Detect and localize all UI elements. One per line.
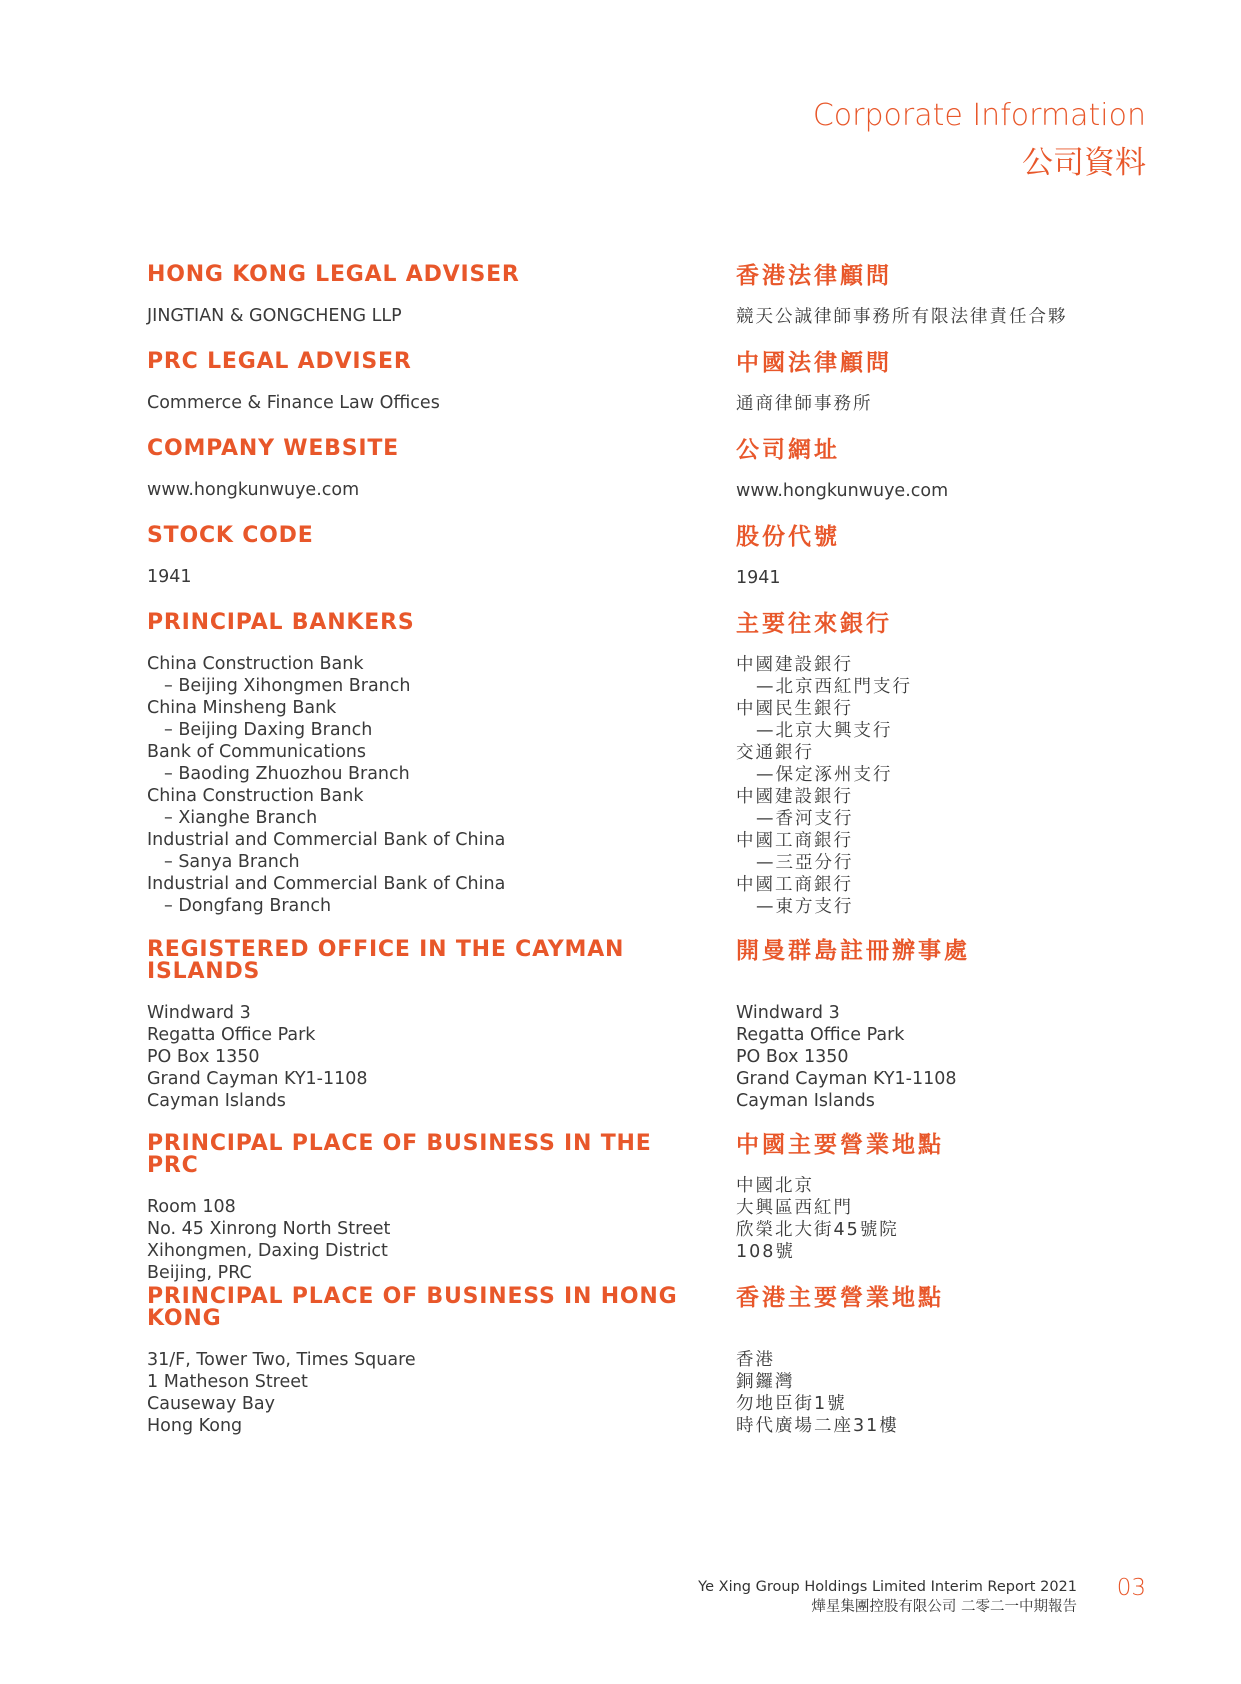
bank-branch: —三亞分行 [756, 853, 854, 873]
address-line: 大興區西紅門 [736, 1198, 853, 1218]
address-line: Cayman Islands [736, 1091, 875, 1111]
section-business-hong-kong-zh [736, 1287, 1156, 1437]
page-header [813, 94, 1146, 188]
section-principal-bankers [147, 612, 687, 917]
section-heading: STOCK CODE [147, 523, 314, 548]
section-heading: HONG KONG LEGAL ADVISER [147, 262, 520, 287]
section-business-prc-zh [736, 1134, 1156, 1263]
address-line: 31/F, Tower Two, Times Square [147, 1350, 416, 1370]
address-line: Hong Kong [147, 1416, 243, 1436]
bank-name: China Construction Bank [147, 654, 364, 674]
bank-name: China Construction Bank [147, 786, 364, 806]
page-number: 03 [1116, 1575, 1146, 1601]
address-line: 中國北京 [736, 1176, 814, 1196]
bank-branch: —香河支行 [756, 809, 854, 829]
bank-name: 中國建設銀行 [736, 655, 853, 675]
address-line: 1 Matheson Street [147, 1372, 308, 1392]
website-link[interactable]: www.hongkunwuye.com [736, 481, 949, 501]
address-line: PO Box 1350 [147, 1047, 260, 1067]
address-line: Xihongmen, Daxing District [147, 1241, 388, 1261]
page-title-chinese: 公司資料 [1022, 145, 1146, 181]
section-business-prc [147, 1133, 687, 1284]
bank-name: 中國民生銀行 [736, 699, 853, 719]
address-line: No. 45 Xinrong North Street [147, 1219, 391, 1239]
address-line: Grand Cayman KY1-1108 [736, 1069, 957, 1089]
footer-report-title-chinese: 燁星集團控股有限公司 二零二一中期報告 [811, 1599, 1077, 1615]
section-registered-office [147, 939, 687, 1112]
bank-branch: – Baoding Zhuozhou Branch [164, 764, 410, 784]
website-link[interactable]: www.hongkunwuye.com [147, 480, 360, 500]
section-registered-office-zh [736, 940, 1156, 1112]
bank-branch: – Dongfang Branch [164, 896, 332, 916]
bank-name: China Minsheng Bank [147, 698, 337, 718]
section-heading: PRINCIPAL PLACE OF BUSINESS IN THE PRC [147, 1131, 652, 1178]
address-line: 108號 [736, 1242, 795, 1262]
bank-branch: —北京大興支行 [756, 721, 893, 741]
section-prc-legal-adviser-zh [736, 352, 1156, 415]
section-heading: 公司網址 [736, 437, 840, 463]
bank-branch: – Xianghe Branch [164, 808, 318, 828]
address-line: Regatta Office Park [147, 1025, 316, 1045]
bank-name: Industrial and Commercial Bank of China [147, 874, 506, 894]
page-footer [698, 1577, 1077, 1617]
section-heading: 股份代號 [736, 524, 840, 550]
section-heading: 香港法律顧問 [736, 263, 892, 289]
bank-branch: – Sanya Branch [164, 852, 300, 872]
section-heading-line: PRINCIPAL PLACE OF BUSINESS IN HONG [147, 1284, 678, 1309]
section-prc-legal-adviser [147, 351, 687, 414]
section-heading: COMPANY WEBSITE [147, 436, 400, 461]
section-hk-legal-adviser-zh [736, 265, 1156, 328]
address-line: Causeway Bay [147, 1394, 275, 1414]
section-heading: 中國法律顧問 [736, 350, 892, 376]
bank-name: 中國建設銀行 [736, 787, 853, 807]
bank-name: Bank of Communications [147, 742, 366, 762]
section-heading: 中國主要營業地點 [736, 1132, 944, 1158]
address-line: Room 108 [147, 1197, 236, 1217]
section-hk-legal-adviser [147, 264, 687, 327]
section-heading: 香港主要營業地點 [736, 1285, 944, 1311]
address-line: Grand Cayman KY1-1108 [147, 1069, 368, 1089]
bank-name: 中國工商銀行 [736, 875, 853, 895]
bank-branch: —保定涿州支行 [756, 765, 893, 785]
address-line: 欣榮北大街45號院 [736, 1220, 899, 1240]
section-heading: PRC LEGAL ADVISER [147, 349, 412, 374]
address-line: Beijing, PRC [147, 1263, 252, 1283]
section-principal-bankers-zh [736, 613, 1156, 918]
section-heading-line: REGISTERED OFFICE IN THE CAYMAN [147, 937, 625, 962]
address-line: Cayman Islands [147, 1091, 286, 1111]
footer-report-title-english: Ye Xing Group Holdings Limited Interim Report 2021 [698, 1579, 1077, 1595]
section-text: JINGTIAN & GONGCHENG LLP [147, 306, 402, 326]
section-heading: PRINCIPAL BANKERS [147, 610, 415, 635]
section-heading-line: KONG [147, 1306, 222, 1331]
address-line: 時代廣場二座31樓 [736, 1416, 899, 1436]
address-line: 銅鑼灣 [736, 1372, 795, 1392]
address-line: 勿地臣街1號 [736, 1394, 847, 1414]
section-text: 通商律師事務所 [736, 394, 873, 414]
bank-branch: – Beijing Xihongmen Branch [164, 676, 411, 696]
address-line: Windward 3 [736, 1003, 840, 1023]
section-text: 1941 [736, 568, 781, 588]
address-line: 香港 [736, 1350, 775, 1370]
section-stock-code-zh [736, 526, 1156, 589]
bank-branch: – Beijing Daxing Branch [164, 720, 373, 740]
page-title-english: Corporate Information [812, 98, 1146, 133]
bank-name: Industrial and Commercial Bank of China [147, 830, 506, 850]
section-business-hong-kong [147, 1286, 687, 1437]
address-line: PO Box 1350 [736, 1047, 849, 1067]
bank-name: 中國工商銀行 [736, 831, 853, 851]
bank-branch: —東方支行 [756, 897, 854, 917]
address-line: Windward 3 [147, 1003, 251, 1023]
section-text: Commerce & Finance Law Offices [147, 393, 440, 413]
section-company-website-zh [736, 439, 1156, 502]
bank-name: 交通銀行 [736, 743, 814, 763]
section-company-website [147, 438, 687, 501]
section-text: 1941 [147, 567, 192, 587]
section-stock-code [147, 525, 687, 588]
section-heading-line: ISLANDS [147, 959, 261, 984]
address-line: Regatta Office Park [736, 1025, 905, 1045]
section-heading: 主要往來銀行 [736, 611, 892, 637]
section-heading: 開曼群島註冊辦事處 [736, 938, 970, 964]
bank-branch: —北京西紅門支行 [756, 677, 912, 697]
section-text: 競天公誠律師事務所有限法律責任合夥 [736, 307, 1068, 327]
